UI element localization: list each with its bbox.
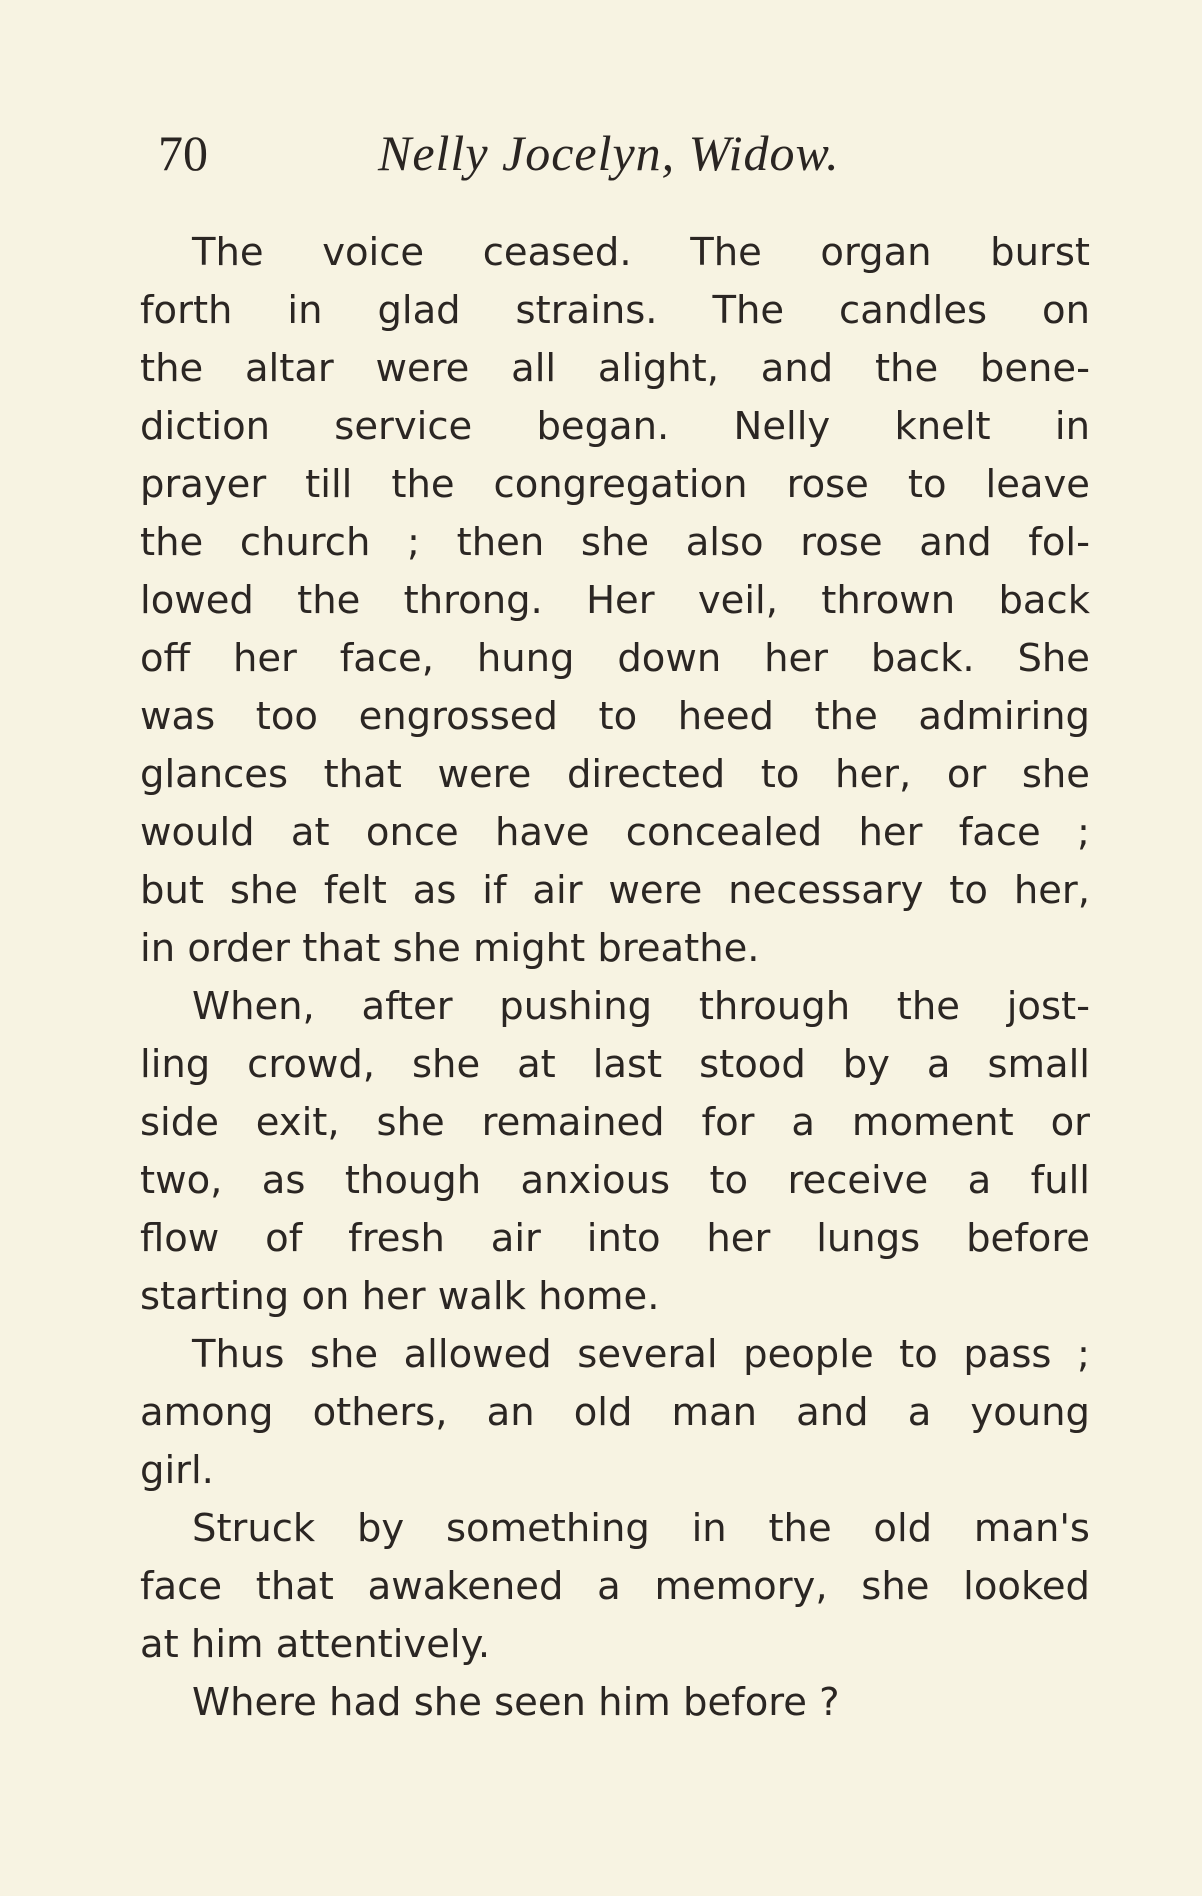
text-line: prayer till the congregation rose to leave [140,462,1090,507]
text-line: face that awakened a memory, she looked [140,1564,1090,1609]
text-line: girl. [140,1448,214,1493]
text-line: at him attentively. [140,1622,491,1667]
text-line: When, after pushing through the jost- [192,984,1090,1029]
text-line: The voice ceased. The organ burst [192,230,1090,275]
text-line: in order that she might breathe. [140,926,760,971]
text-line: ling crowd, she at last stood by a small [140,1042,1090,1087]
text-line: diction service began. Nelly knelt in [140,404,1090,449]
running-title: Nelly Jocelyn, Widow. [378,125,840,181]
page-header [158,118,918,188]
text-line: the church ; then she also rose and fol- [140,520,1090,565]
page-number: 70 [158,125,208,181]
text-line: flow of fresh air into her lungs before [140,1216,1090,1261]
text-line: two, as though anxious to receive a full [140,1158,1090,1203]
text-line: among others, an old man and a young [140,1390,1090,1435]
text-line: starting on her walk home. [140,1274,660,1319]
text-line: was too engrossed to heed the admiring [140,694,1090,739]
text-line: Thus she allowed several people to pass ; [192,1332,1090,1377]
text-line: would at once have concealed her face ; [140,810,1090,855]
text-line: side exit, she remained for a moment or [140,1100,1090,1145]
text-line: forth in glad strains. The candles on [140,288,1090,333]
text-line: lowed the throng. Her veil, thrown back [140,578,1090,623]
text-line: Where had she seen him before ? [192,1680,840,1725]
body-text [140,224,1090,1732]
text-line: glances that were directed to her, or she [140,752,1090,797]
text-line: but she felt as if air were necessary to her, [140,868,1090,913]
text-line: the altar were all alight, and the bene- [140,346,1090,391]
text-line: Struck by something in the old man's [192,1506,1090,1551]
text-line: off her face, hung down her back. She [140,636,1090,681]
